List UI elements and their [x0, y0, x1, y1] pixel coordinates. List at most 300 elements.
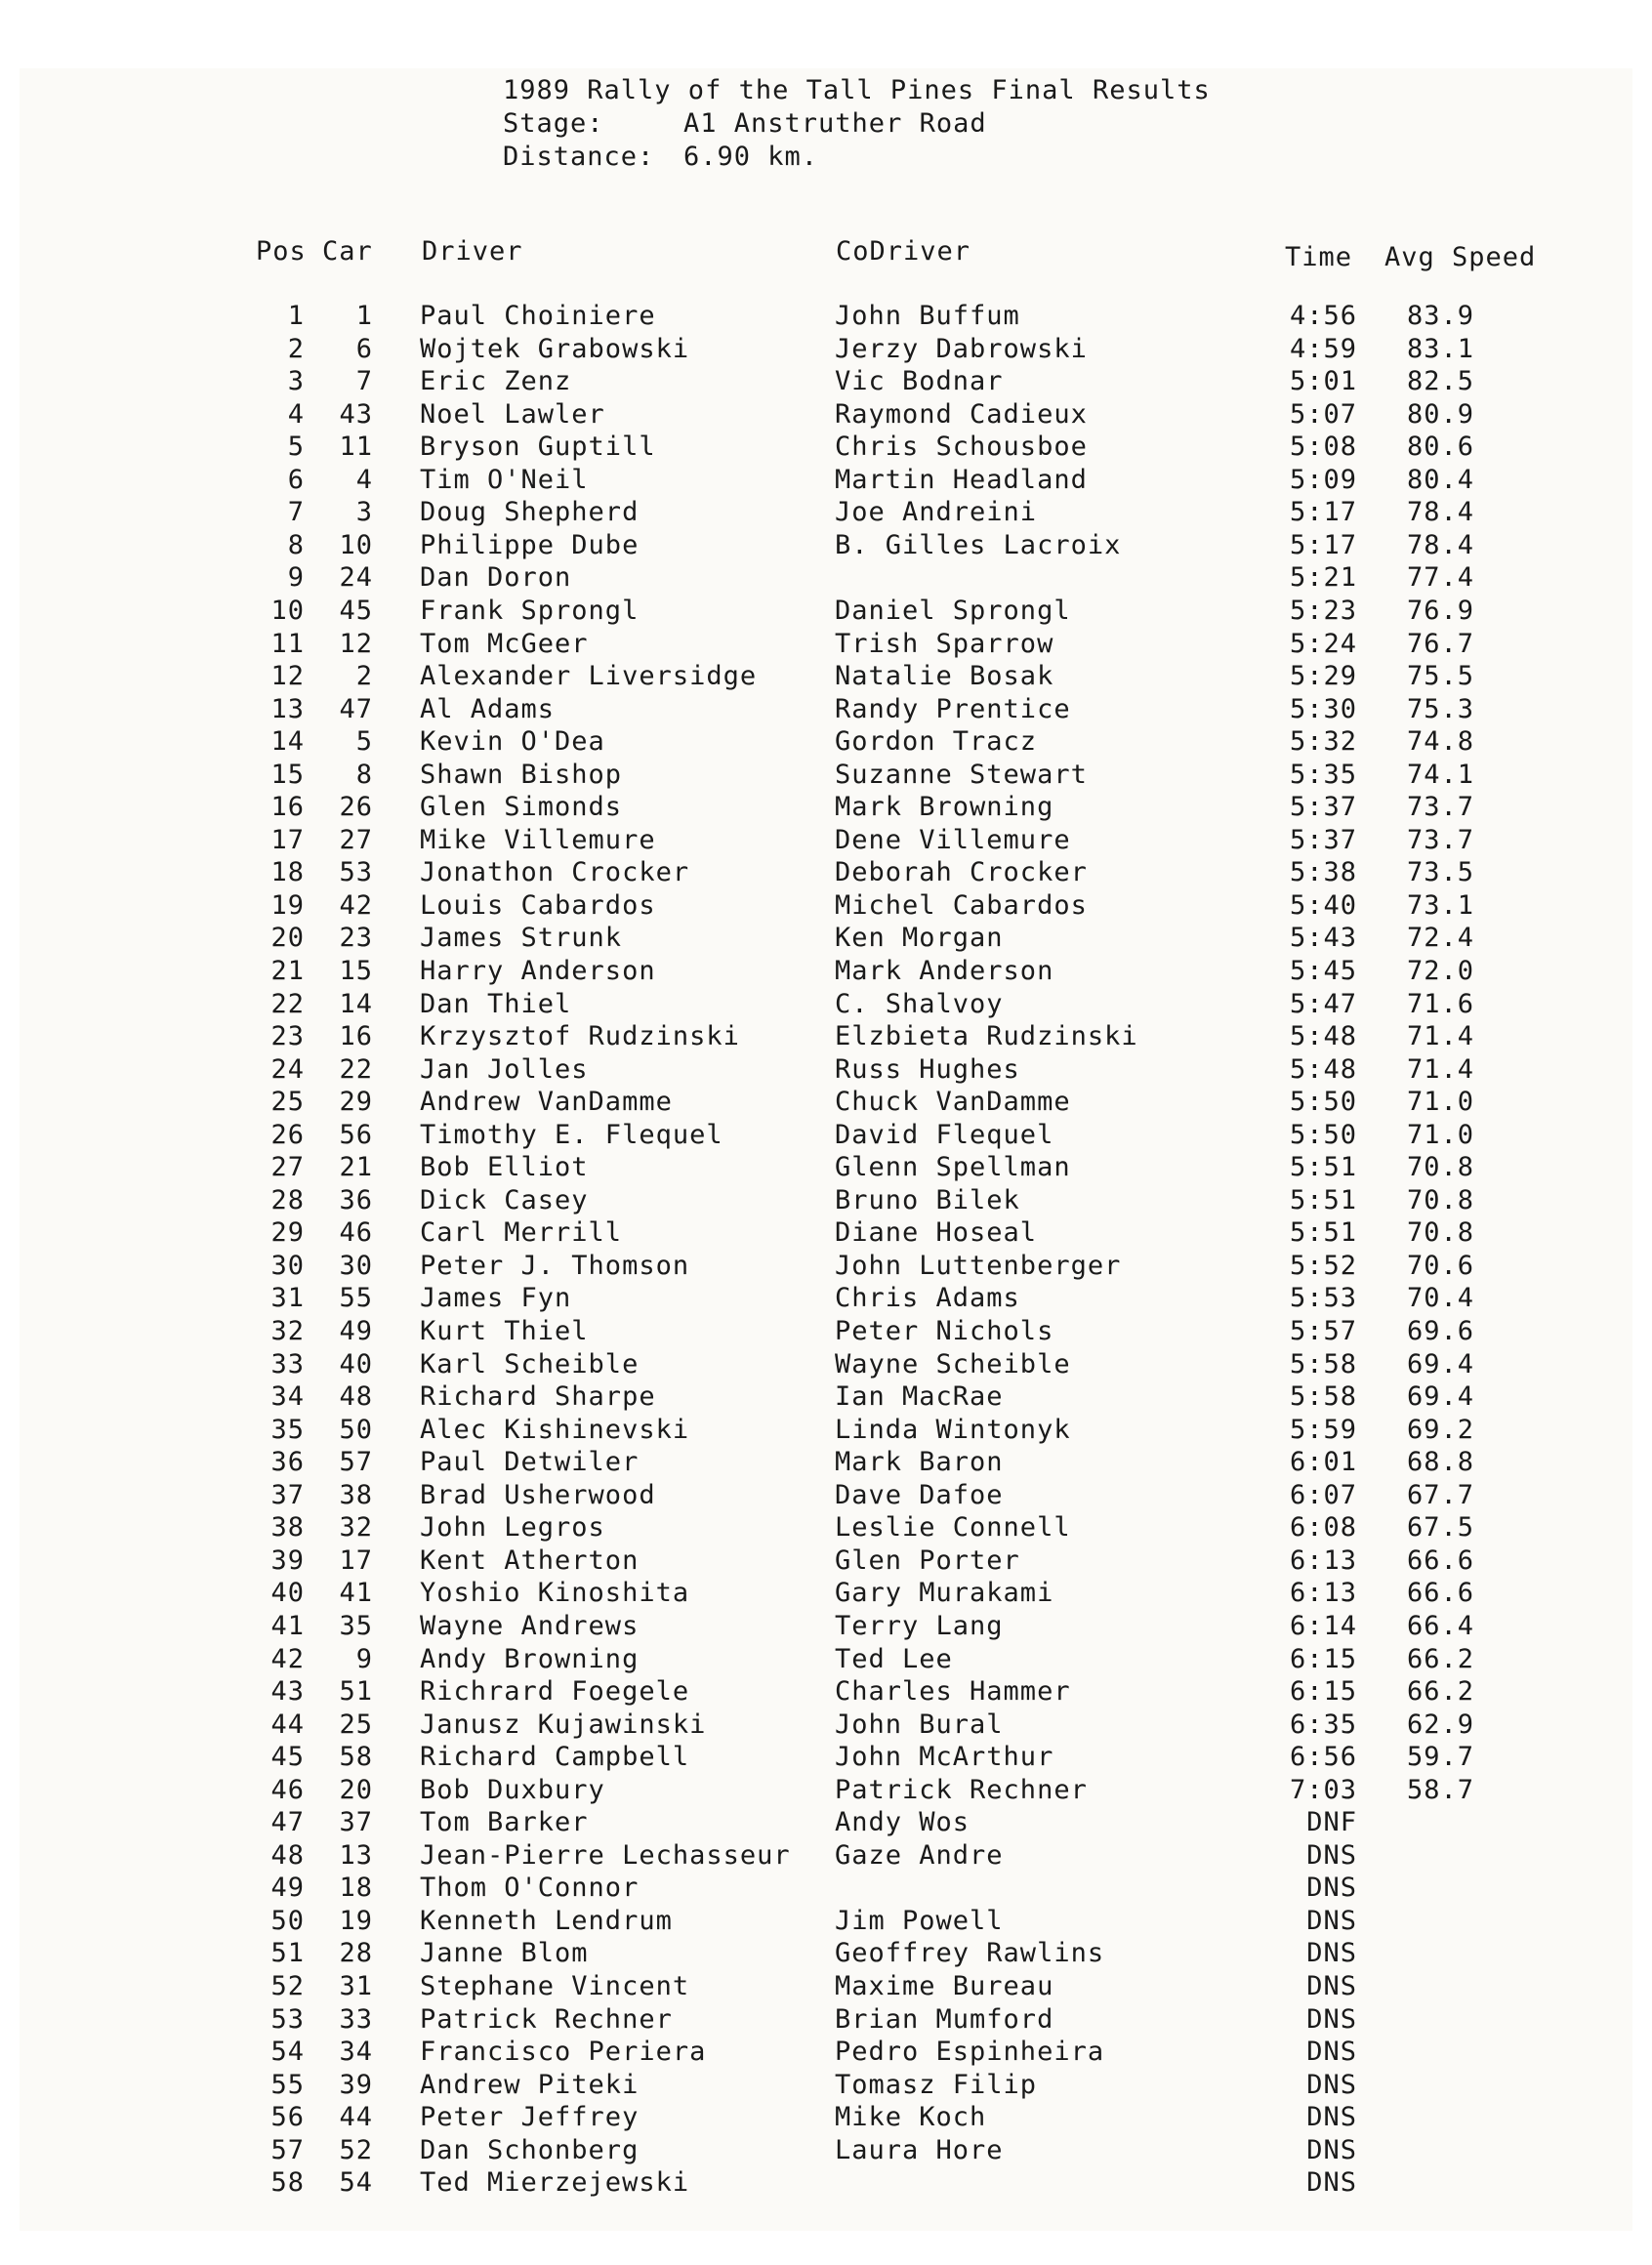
cell-car-number: 22 — [339, 1054, 373, 1085]
cell-position: 3 — [287, 366, 305, 396]
cell-driver: Bob Elliot — [420, 1152, 589, 1182]
cell-position: 45 — [270, 1742, 305, 1772]
cell-codriver: Gordon Tracz — [835, 726, 1038, 757]
cell-time: 5:37 — [1289, 792, 1357, 822]
cell-position: 9 — [287, 562, 305, 593]
cell-car-number: 28 — [339, 1938, 373, 1968]
cell-avg-speed: 73.5 — [1406, 857, 1474, 887]
table-row — [0, 1021, 1652, 1053]
table-row — [0, 825, 1652, 857]
cell-car-number: 5 — [355, 726, 373, 757]
cell-position: 4 — [287, 399, 305, 430]
cell-avg-speed: 70.6 — [1406, 1251, 1474, 1281]
cell-car-number: 6 — [355, 334, 373, 364]
cell-time: 5:50 — [1289, 1087, 1357, 1117]
cell-time: 5:21 — [1289, 562, 1357, 593]
cell-time: 5:35 — [1289, 760, 1357, 790]
cell-position: 32 — [270, 1316, 305, 1346]
cell-driver: Harry Anderson — [420, 956, 656, 986]
cell-codriver: Terry Lang — [835, 1611, 1004, 1641]
cell-position: 20 — [270, 923, 305, 953]
cell-time: 5:51 — [1289, 1217, 1357, 1248]
stage-line — [503, 107, 1211, 141]
cell-avg-speed: 67.5 — [1406, 1512, 1474, 1543]
cell-avg-speed: 76.9 — [1406, 596, 1474, 626]
cell-time: 6:08 — [1289, 1512, 1357, 1543]
cell-position: 53 — [270, 2004, 305, 2035]
cell-codriver: Diane Hoseal — [835, 1217, 1038, 1248]
table-row — [0, 1807, 1652, 1839]
table-row — [0, 726, 1652, 759]
table-row — [0, 1840, 1652, 1873]
cell-time: 5:29 — [1289, 661, 1357, 691]
cell-codriver: Chris Adams — [835, 1283, 1020, 1313]
cell-car-number: 57 — [339, 1447, 373, 1477]
cell-time: 6:13 — [1289, 1578, 1357, 1608]
cell-time: 6:14 — [1289, 1611, 1357, 1641]
cell-position: 58 — [270, 2167, 305, 2198]
cell-car-number: 26 — [339, 792, 373, 822]
table-row — [0, 366, 1652, 398]
cell-time: DNS — [1306, 2167, 1357, 2198]
cell-time: 5:30 — [1289, 694, 1357, 724]
cell-codriver: Brian Mumford — [835, 2004, 1054, 2035]
cell-time: 6:13 — [1289, 1545, 1357, 1576]
cell-codriver: Bruno Bilek — [835, 1185, 1020, 1215]
cell-car-number: 12 — [339, 629, 373, 659]
cell-position: 31 — [270, 1283, 305, 1313]
cell-avg-speed: 74.1 — [1406, 760, 1474, 790]
cell-avg-speed: 77.4 — [1406, 562, 1474, 593]
table-row — [0, 562, 1652, 595]
cell-codriver: Leslie Connell — [835, 1512, 1071, 1543]
distance-value: 6.90 km. — [683, 142, 819, 172]
table-row — [0, 1709, 1652, 1742]
table-row — [0, 1775, 1652, 1807]
table-row — [0, 1217, 1652, 1250]
table-row — [0, 465, 1652, 497]
cell-driver: Bryson Guptill — [420, 432, 656, 462]
cell-time: DNS — [1306, 2004, 1357, 2035]
cell-car-number: 42 — [339, 890, 373, 921]
cell-codriver: John McArthur — [835, 1742, 1054, 1772]
cell-codriver: Gary Murakami — [835, 1578, 1054, 1608]
cell-car-number: 21 — [339, 1152, 373, 1182]
cell-time: DNS — [1306, 1873, 1357, 1903]
cell-driver: Doug Shepherd — [420, 497, 640, 527]
cell-position: 5 — [287, 432, 305, 462]
cell-car-number: 1 — [355, 301, 373, 331]
table-row — [0, 760, 1652, 792]
cell-driver: Stephane Vincent — [420, 1971, 690, 2001]
cell-car-number: 2 — [355, 661, 373, 691]
cell-avg-speed: 75.5 — [1406, 661, 1474, 691]
cell-position: 6 — [287, 465, 305, 495]
cell-driver: Dan Schonberg — [420, 2135, 640, 2165]
cell-time: DNS — [1306, 2037, 1357, 2067]
cell-time: 6:15 — [1289, 1644, 1357, 1674]
cell-time: DNF — [1306, 1807, 1357, 1837]
cell-time: 5:23 — [1289, 596, 1357, 626]
cell-car-number: 32 — [339, 1512, 373, 1543]
table-row — [0, 2135, 1652, 2167]
cell-avg-speed: 71.4 — [1406, 1054, 1474, 1085]
cell-time: 5:09 — [1289, 465, 1357, 495]
cell-car-number: 4 — [355, 465, 373, 495]
cell-avg-speed: 73.7 — [1406, 792, 1474, 822]
cell-driver: Kevin O'Dea — [420, 726, 605, 757]
table-row — [0, 1087, 1652, 1119]
table-row — [0, 1971, 1652, 2003]
cell-avg-speed: 66.4 — [1406, 1611, 1474, 1641]
cell-time: 5:47 — [1289, 989, 1357, 1019]
cell-driver: Al Adams — [420, 694, 556, 724]
cell-time: 5:58 — [1289, 1381, 1357, 1412]
cell-avg-speed: 74.8 — [1406, 726, 1474, 757]
cell-time: 5:32 — [1289, 726, 1357, 757]
cell-codriver: Mark Anderson — [835, 956, 1054, 986]
table-row — [0, 1676, 1652, 1709]
col-pos-header: Pos — [256, 236, 307, 267]
cell-car-number: 15 — [339, 956, 373, 986]
table-row — [0, 923, 1652, 955]
document-title: 1989 Rally of the Tall Pines Final Results — [503, 75, 1211, 105]
cell-driver: Dick Casey — [420, 1185, 589, 1215]
cell-driver: Kenneth Lendrum — [420, 1906, 673, 1936]
cell-time: 5:52 — [1289, 1251, 1357, 1281]
cell-codriver: Dave Dafoe — [835, 1480, 1004, 1510]
cell-codriver: Charles Hammer — [835, 1676, 1071, 1707]
cell-driver: Wojtek Grabowski — [420, 334, 690, 364]
cell-position: 42 — [270, 1644, 305, 1674]
cell-car-number: 19 — [339, 1906, 373, 1936]
table-row — [0, 1283, 1652, 1315]
cell-codriver: Suzanne Stewart — [835, 760, 1088, 790]
table-row — [0, 2037, 1652, 2069]
table-row — [0, 1938, 1652, 1970]
cell-car-number: 44 — [339, 2102, 373, 2132]
cell-avg-speed: 66.6 — [1406, 1545, 1474, 1576]
cell-avg-speed: 58.7 — [1406, 1775, 1474, 1805]
table-row — [0, 1611, 1652, 1643]
cell-position: 55 — [270, 2070, 305, 2100]
table-row — [0, 1415, 1652, 1447]
cell-car-number: 35 — [339, 1611, 373, 1641]
cell-avg-speed: 69.4 — [1406, 1381, 1474, 1412]
col-speed-header: Avg Speed — [1384, 242, 1537, 272]
cell-avg-speed: 71.4 — [1406, 1021, 1474, 1051]
cell-avg-speed: 69.4 — [1406, 1349, 1474, 1380]
cell-time: 5:53 — [1289, 1283, 1357, 1313]
cell-driver: Andrew Piteki — [420, 2070, 640, 2100]
cell-codriver: Andy Wos — [835, 1807, 971, 1837]
cell-car-number: 49 — [339, 1316, 373, 1346]
cell-car-number: 29 — [339, 1087, 373, 1117]
cell-car-number: 30 — [339, 1251, 373, 1281]
cell-driver: Timothy E. Flequel — [420, 1120, 723, 1150]
cell-codriver: David Flequel — [835, 1120, 1054, 1150]
cell-codriver: Ted Lee — [835, 1644, 953, 1674]
cell-codriver: Joe Andreini — [835, 497, 1038, 527]
table-row — [0, 1512, 1652, 1544]
cell-codriver: Pedro Espinheira — [835, 2037, 1105, 2067]
cell-avg-speed: 73.7 — [1406, 825, 1474, 855]
cell-car-number: 52 — [339, 2135, 373, 2165]
cell-codriver: C. Shalvoy — [835, 989, 1004, 1019]
cell-driver: Kurt Thiel — [420, 1316, 589, 1346]
cell-codriver: Geoffrey Rawlins — [835, 1938, 1105, 1968]
cell-avg-speed: 69.6 — [1406, 1316, 1474, 1346]
cell-codriver: Martin Headland — [835, 465, 1088, 495]
cell-driver: Paul Choiniere — [420, 301, 656, 331]
cell-avg-speed: 80.9 — [1406, 399, 1474, 430]
cell-avg-speed: 83.9 — [1406, 301, 1474, 331]
cell-car-number: 54 — [339, 2167, 373, 2198]
cell-driver: James Fyn — [420, 1283, 572, 1313]
cell-codriver: Mike Koch — [835, 2102, 987, 2132]
cell-driver: Jan Jolles — [420, 1054, 589, 1085]
cell-time: 5:01 — [1289, 366, 1357, 396]
distance-label: Distance: — [503, 142, 655, 172]
table-row — [0, 661, 1652, 693]
cell-car-number: 9 — [355, 1644, 373, 1674]
cell-position: 46 — [270, 1775, 305, 1805]
cell-position: 15 — [270, 760, 305, 790]
cell-codriver: Trish Sparrow — [835, 629, 1054, 659]
cell-car-number: 34 — [339, 2037, 373, 2067]
cell-codriver: Laura Hore — [835, 2135, 1004, 2165]
cell-codriver: Michel Cabardos — [835, 890, 1088, 921]
cell-driver: Karl Scheible — [420, 1349, 640, 1380]
cell-car-number: 24 — [339, 562, 373, 593]
cell-driver: Shawn Bishop — [420, 760, 623, 790]
cell-driver: Andy Browning — [420, 1644, 640, 1674]
cell-time: DNS — [1306, 1840, 1357, 1871]
cell-driver: Paul Detwiler — [420, 1447, 640, 1477]
table-row — [0, 2070, 1652, 2102]
cell-codriver: Vic Bodnar — [835, 366, 1004, 396]
cell-driver: Noel Lawler — [420, 399, 605, 430]
cell-driver: Kent Atherton — [420, 1545, 640, 1576]
cell-car-number: 25 — [339, 1709, 373, 1740]
cell-driver: Dan Thiel — [420, 989, 572, 1019]
table-row — [0, 629, 1652, 661]
cell-time: DNS — [1306, 2070, 1357, 2100]
cell-position: 17 — [270, 825, 305, 855]
cell-car-number: 40 — [339, 1349, 373, 1380]
cell-driver: Glen Simonds — [420, 792, 623, 822]
cell-avg-speed: 62.9 — [1406, 1709, 1474, 1740]
cell-position: 16 — [270, 792, 305, 822]
cell-car-number: 18 — [339, 1873, 373, 1903]
cell-driver: Alec Kishinevski — [420, 1415, 690, 1445]
cell-car-number: 37 — [339, 1807, 373, 1837]
table-row — [0, 792, 1652, 824]
table-row — [0, 1120, 1652, 1152]
cell-car-number: 50 — [339, 1415, 373, 1445]
cell-position: 36 — [270, 1447, 305, 1477]
cell-codriver: John Buffum — [835, 301, 1020, 331]
cell-driver: Patrick Rechner — [420, 2004, 673, 2035]
cell-avg-speed: 82.5 — [1406, 366, 1474, 396]
table-row — [0, 1054, 1652, 1087]
cell-position: 43 — [270, 1676, 305, 1707]
cell-position: 2 — [287, 334, 305, 364]
cell-codriver: Ken Morgan — [835, 923, 1004, 953]
cell-car-number: 13 — [339, 1840, 373, 1871]
cell-avg-speed: 70.8 — [1406, 1185, 1474, 1215]
stage-value: A1 Anstruther Road — [683, 108, 987, 139]
cell-driver: Jean-Pierre Lechasseur — [420, 1840, 791, 1871]
cell-codriver: Maxime Bureau — [835, 1971, 1054, 2001]
cell-car-number: 39 — [339, 2070, 373, 2100]
cell-driver: Janne Blom — [420, 1938, 589, 1968]
cell-driver: Frank Sprongl — [420, 596, 640, 626]
cell-driver: Eric Zenz — [420, 366, 572, 396]
cell-codriver: Linda Wintonyk — [835, 1415, 1071, 1445]
table-row — [0, 1152, 1652, 1184]
cell-driver: Andrew VanDamme — [420, 1087, 673, 1117]
cell-codriver: Dene Villemure — [835, 825, 1071, 855]
cell-car-number: 47 — [339, 694, 373, 724]
cell-time: 5:37 — [1289, 825, 1357, 855]
table-row — [0, 1447, 1652, 1479]
cell-time: DNS — [1306, 1906, 1357, 1936]
cell-driver: Dan Doron — [420, 562, 572, 593]
table-row — [0, 596, 1652, 628]
cell-codriver: Russ Hughes — [835, 1054, 1020, 1085]
table-row — [0, 530, 1652, 562]
cell-car-number: 20 — [339, 1775, 373, 1805]
cell-driver: John Legros — [420, 1512, 605, 1543]
cell-time: 5:58 — [1289, 1349, 1357, 1380]
cell-codriver: Chris Schousboe — [835, 432, 1088, 462]
cell-avg-speed: 78.4 — [1406, 497, 1474, 527]
cell-codriver: Elzbieta Rudzinski — [835, 1021, 1138, 1051]
cell-position: 1 — [287, 301, 305, 331]
cell-driver: Carl Merrill — [420, 1217, 623, 1248]
table-row — [0, 1251, 1652, 1283]
col-codriver-header: CoDriver — [836, 236, 971, 267]
cell-avg-speed: 70.4 — [1406, 1283, 1474, 1313]
cell-position: 35 — [270, 1415, 305, 1445]
cell-position: 10 — [270, 596, 305, 626]
cell-time: 4:56 — [1289, 301, 1357, 331]
table-row — [0, 1873, 1652, 1905]
cell-position: 13 — [270, 694, 305, 724]
cell-avg-speed: 71.0 — [1406, 1087, 1474, 1117]
cell-driver: Richrard Foegele — [420, 1676, 690, 1707]
cell-car-number: 51 — [339, 1676, 373, 1707]
cell-position: 49 — [270, 1873, 305, 1903]
cell-car-number: 27 — [339, 825, 373, 855]
cell-avg-speed: 59.7 — [1406, 1742, 1474, 1772]
cell-position: 26 — [270, 1120, 305, 1150]
cell-time: 6:56 — [1289, 1742, 1357, 1772]
cell-time: 5:51 — [1289, 1152, 1357, 1182]
cell-time: 6:07 — [1289, 1480, 1357, 1510]
cell-position: 51 — [270, 1938, 305, 1968]
table-row — [0, 2004, 1652, 2037]
cell-codriver: John Bural — [835, 1709, 1004, 1740]
cell-car-number: 31 — [339, 1971, 373, 2001]
cell-time: DNS — [1306, 1938, 1357, 1968]
cell-time: 6:15 — [1289, 1676, 1357, 1707]
cell-driver: Wayne Andrews — [420, 1611, 640, 1641]
cell-avg-speed: 70.8 — [1406, 1152, 1474, 1182]
cell-driver: James Strunk — [420, 923, 623, 953]
cell-codriver: Jim Powell — [835, 1906, 1004, 1936]
cell-time: 6:35 — [1289, 1709, 1357, 1740]
cell-time: 7:03 — [1289, 1775, 1357, 1805]
cell-codriver: Deborah Crocker — [835, 857, 1088, 887]
cell-time: DNS — [1306, 1971, 1357, 2001]
cell-codriver: Randy Prentice — [835, 694, 1071, 724]
cell-codriver: Wayne Scheible — [835, 1349, 1071, 1380]
table-row — [0, 1349, 1652, 1381]
cell-codriver: Gaze Andre — [835, 1840, 1004, 1871]
cell-avg-speed: 71.0 — [1406, 1120, 1474, 1150]
cell-codriver: Mark Browning — [835, 792, 1054, 822]
table-row — [0, 1316, 1652, 1348]
cell-position: 41 — [270, 1611, 305, 1641]
cell-driver: Brad Usherwood — [420, 1480, 656, 1510]
results-header — [503, 74, 1211, 174]
table-row — [0, 1185, 1652, 1217]
cell-driver: Philippe Dube — [420, 530, 640, 560]
cell-position: 27 — [270, 1152, 305, 1182]
cell-time: 6:01 — [1289, 1447, 1357, 1477]
cell-position: 47 — [270, 1807, 305, 1837]
distance-line — [503, 141, 1211, 174]
cell-position: 7 — [287, 497, 305, 527]
cell-time: 4:59 — [1289, 334, 1357, 364]
cell-codriver: Ian MacRae — [835, 1381, 1004, 1412]
cell-time: 5:38 — [1289, 857, 1357, 887]
cell-position: 24 — [270, 1054, 305, 1085]
cell-car-number: 10 — [339, 530, 373, 560]
table-row — [0, 989, 1652, 1021]
cell-driver: Tom McGeer — [420, 629, 589, 659]
cell-time: 5:59 — [1289, 1415, 1357, 1445]
cell-position: 12 — [270, 661, 305, 691]
cell-time: 5:40 — [1289, 890, 1357, 921]
cell-position: 54 — [270, 2037, 305, 2067]
cell-position: 33 — [270, 1349, 305, 1380]
cell-avg-speed: 68.8 — [1406, 1447, 1474, 1477]
cell-car-number: 23 — [339, 923, 373, 953]
cell-avg-speed: 80.4 — [1406, 465, 1474, 495]
table-row — [0, 432, 1652, 464]
cell-position: 22 — [270, 989, 305, 1019]
cell-position: 57 — [270, 2135, 305, 2165]
table-row — [0, 2102, 1652, 2134]
cell-position: 38 — [270, 1512, 305, 1543]
cell-position: 21 — [270, 956, 305, 986]
cell-position: 19 — [270, 890, 305, 921]
cell-avg-speed: 70.8 — [1406, 1217, 1474, 1248]
cell-time: 5:48 — [1289, 1054, 1357, 1085]
cell-position: 30 — [270, 1251, 305, 1281]
cell-position: 14 — [270, 726, 305, 757]
cell-avg-speed: 66.2 — [1406, 1644, 1474, 1674]
cell-car-number: 16 — [339, 1021, 373, 1051]
cell-car-number: 41 — [339, 1578, 373, 1608]
cell-car-number: 46 — [339, 1217, 373, 1248]
cell-driver: Peter Jeffrey — [420, 2102, 640, 2132]
cell-car-number: 56 — [339, 1120, 373, 1150]
cell-position: 11 — [270, 629, 305, 659]
